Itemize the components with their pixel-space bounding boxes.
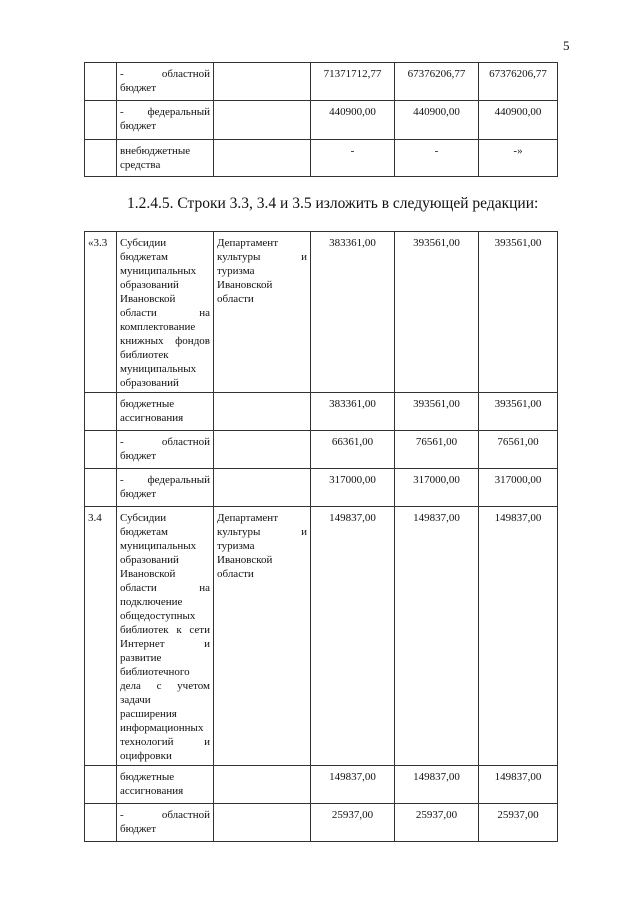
table-row xyxy=(85,766,558,804)
row-department xyxy=(214,804,311,842)
row-number: 3.4 xyxy=(85,507,117,766)
value-cell: 25937,00 xyxy=(479,804,558,842)
value-cell: 67376206,77 xyxy=(395,63,479,101)
value-cell: 66361,00 xyxy=(311,431,395,469)
value-cell: 393561,00 xyxy=(479,232,558,393)
value-cell: 383361,00 xyxy=(311,232,395,393)
row-number xyxy=(85,804,117,842)
table-row xyxy=(85,63,558,101)
row-description: - областной бюджет xyxy=(117,804,214,842)
value-cell: 25937,00 xyxy=(311,804,395,842)
row-number: «3.3 xyxy=(85,232,117,393)
row-description: Субсидии бюджетам муниципальных образований Ивановской области на подключение общедоступных библиотек к сети Интернет и развитие библиотечного дела с учетом задачи расширения информационных технологий и оцифровки xyxy=(117,507,214,766)
row-description: Субсидии бюджетам муниципальных образований Ивановской области на комплектование книжных фондов библиотек муниципальных образований xyxy=(117,232,214,393)
budget-table-main xyxy=(84,231,558,842)
row-number xyxy=(85,63,117,101)
value-cell: 76561,00 xyxy=(395,431,479,469)
value-cell: 440900,00 xyxy=(395,101,479,140)
row-department xyxy=(214,63,311,101)
row-number xyxy=(85,101,117,140)
row-description: бюджетные ассигнования xyxy=(117,393,214,431)
row-department: Департамент культуры и туризма Ивановской области xyxy=(214,232,311,393)
row-number xyxy=(85,393,117,431)
row-number xyxy=(85,469,117,507)
row-description: - областной бюджет xyxy=(117,63,214,101)
value-cell: 383361,00 xyxy=(311,393,395,431)
row-department xyxy=(214,766,311,804)
value-cell: 67376206,77 xyxy=(479,63,558,101)
row-department xyxy=(214,431,311,469)
value-cell: 149837,00 xyxy=(479,507,558,766)
row-description: - федеральный бюджет xyxy=(117,101,214,140)
page-number: 5 xyxy=(563,38,570,53)
value-cell: 149837,00 xyxy=(395,766,479,804)
row-description: - областной бюджет xyxy=(117,431,214,469)
budget-table-top xyxy=(84,62,558,177)
row-description: - федеральный бюджет xyxy=(117,469,214,507)
value-cell: 440900,00 xyxy=(479,101,558,140)
value-cell: 393561,00 xyxy=(395,393,479,431)
row-number xyxy=(85,766,117,804)
section-heading: 1.2.4.5. Строки 3.3, 3.4 и 3.5 изложить в следующей редакции: xyxy=(127,195,539,212)
table-row xyxy=(85,804,558,842)
table-row xyxy=(85,431,558,469)
row-department xyxy=(214,393,311,431)
value-cell: - xyxy=(311,140,395,177)
table-row xyxy=(85,393,558,431)
value-cell: 25937,00 xyxy=(395,804,479,842)
value-cell: 76561,00 xyxy=(479,431,558,469)
table-row xyxy=(85,140,558,177)
row-department: Департамент культуры и туризма Ивановской области xyxy=(214,507,311,766)
value-cell: 149837,00 xyxy=(311,507,395,766)
row-number xyxy=(85,140,117,177)
value-cell: 71371712,77 xyxy=(311,63,395,101)
row-department xyxy=(214,140,311,177)
value-cell: 317000,00 xyxy=(479,469,558,507)
value-cell: 149837,00 xyxy=(395,507,479,766)
value-cell: 149837,00 xyxy=(311,766,395,804)
row-description: внебюджетные средства xyxy=(117,140,214,177)
table-row xyxy=(85,507,558,766)
row-description: бюджетные ассигнования xyxy=(117,766,214,804)
value-cell: 317000,00 xyxy=(311,469,395,507)
value-cell: - xyxy=(395,140,479,177)
table-row xyxy=(85,469,558,507)
value-cell: 393561,00 xyxy=(479,393,558,431)
table-row xyxy=(85,232,558,393)
value-cell: 149837,00 xyxy=(479,766,558,804)
row-number xyxy=(85,431,117,469)
value-cell: -» xyxy=(479,140,558,177)
value-cell: 440900,00 xyxy=(311,101,395,140)
value-cell: 317000,00 xyxy=(395,469,479,507)
row-department xyxy=(214,101,311,140)
table-row xyxy=(85,101,558,140)
row-department xyxy=(214,469,311,507)
value-cell: 393561,00 xyxy=(395,232,479,393)
